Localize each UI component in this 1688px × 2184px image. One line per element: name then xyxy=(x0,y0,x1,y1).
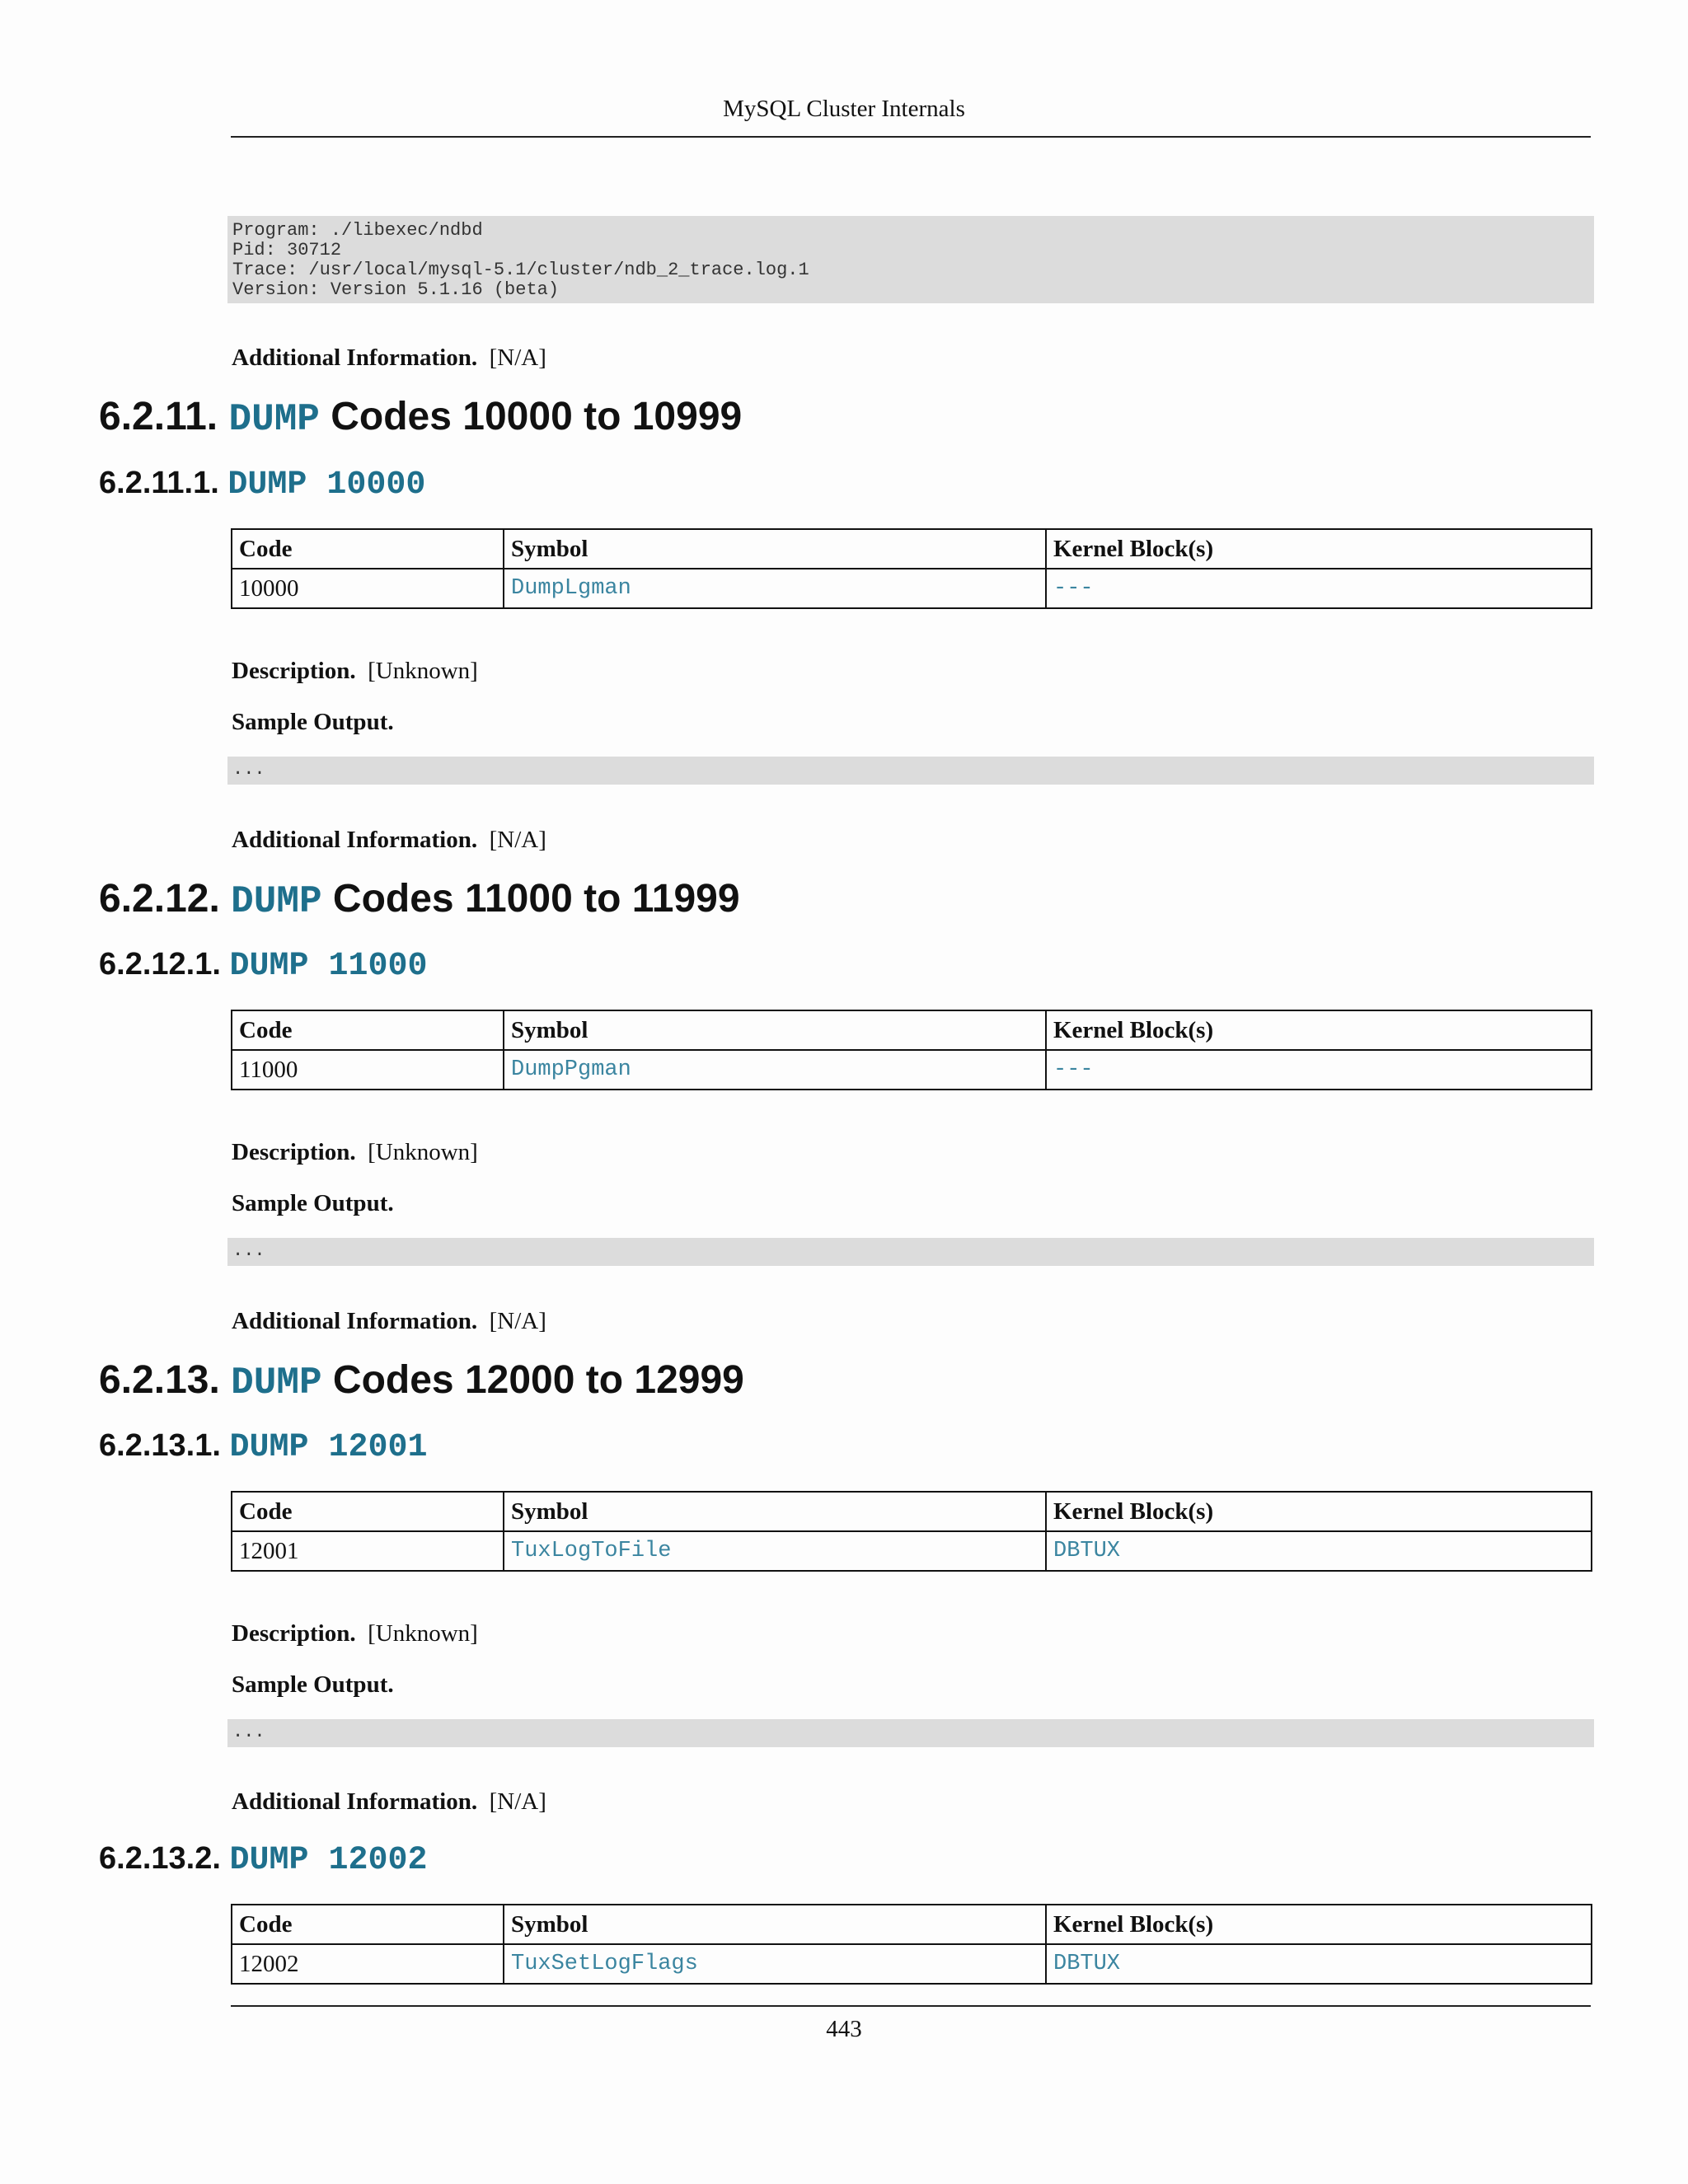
value: [N/A] xyxy=(489,1788,546,1815)
header-symbol: Symbol xyxy=(504,529,1046,569)
header-code: Code xyxy=(232,1010,504,1050)
table-row xyxy=(232,1531,1592,1571)
cell-code: 12001 xyxy=(232,1531,504,1571)
section-heading-6-2-13 xyxy=(99,1357,744,1406)
header-code: Code xyxy=(232,529,504,569)
trace-code-block xyxy=(227,216,1594,303)
footer-rule xyxy=(231,2005,1591,2007)
section-number: 6.2.13. xyxy=(99,1358,220,1402)
subsection-heading-6-2-12-1 xyxy=(99,945,428,986)
dump-link[interactable]: DUMP xyxy=(228,398,320,441)
additional-info-para xyxy=(232,1787,546,1816)
subsection-number: 6.2.12.1. xyxy=(99,947,221,982)
description-para xyxy=(232,656,478,686)
label: Additional Information. xyxy=(232,344,478,371)
table-header-row xyxy=(232,1492,1592,1531)
page-number: 443 xyxy=(826,2016,862,2042)
value: [N/A] xyxy=(489,827,546,853)
code-line: Trace: /usr/local/mysql-5.1/cluster/ndb_2_trace.log.1 xyxy=(232,260,809,280)
value: [N/A] xyxy=(489,1308,546,1334)
cell-kernel-link[interactable]: --- xyxy=(1046,1050,1592,1090)
dump-link[interactable]: DUMP xyxy=(231,1361,322,1404)
dump-code-link[interactable]: DUMP 12002 xyxy=(229,1842,428,1879)
value: [N/A] xyxy=(489,344,546,371)
dump-11000-table xyxy=(231,1010,1592,1090)
cell-code: 12002 xyxy=(232,1944,504,1984)
dump-code-link[interactable]: DUMP 12001 xyxy=(229,1429,428,1466)
cell-symbol-link[interactable]: TuxLogToFile xyxy=(504,1531,1046,1571)
sample-output-label xyxy=(232,1670,394,1699)
code-line: Version: Version 5.1.16 (beta) xyxy=(232,279,560,300)
label: Additional Information. xyxy=(232,827,478,853)
table-header-row xyxy=(232,1010,1592,1050)
sample-output-block: ... xyxy=(227,1719,1594,1747)
header-rule xyxy=(231,136,1591,138)
dump-code-link[interactable]: DUMP 11000 xyxy=(229,948,428,985)
label: Description. xyxy=(232,1139,356,1165)
sample-output-block: ... xyxy=(227,1238,1594,1266)
subsection-number: 6.2.11.1. xyxy=(99,466,219,500)
additional-info-para xyxy=(232,343,546,373)
sample-output-label xyxy=(232,1188,394,1218)
table-row xyxy=(232,569,1592,608)
cell-code: 10000 xyxy=(232,569,504,608)
section-number: 6.2.11. xyxy=(99,395,218,438)
label: Description. xyxy=(232,658,356,684)
header-symbol: Symbol xyxy=(504,1010,1046,1050)
header-code: Code xyxy=(232,1492,504,1531)
cell-symbol-link[interactable]: DumpLgman xyxy=(504,569,1046,608)
code-line: Pid: 30712 xyxy=(232,240,342,260)
sample-output-block: ... xyxy=(227,757,1594,785)
cell-symbol-link[interactable]: TuxSetLogFlags xyxy=(504,1944,1046,1984)
subsection-heading-6-2-13-1 xyxy=(99,1427,428,1467)
subsection-heading-6-2-13-2 xyxy=(99,1840,428,1880)
label: Sample Output. xyxy=(232,709,394,735)
additional-info-para xyxy=(232,825,546,855)
label: Additional Information. xyxy=(232,1788,478,1815)
running-header: MySQL Cluster Internals xyxy=(723,96,965,122)
table-row xyxy=(232,1944,1592,1984)
section-number: 6.2.12. xyxy=(99,877,220,921)
sample-output-label xyxy=(232,707,394,737)
label: Additional Information. xyxy=(232,1308,478,1334)
dump-code-link[interactable]: DUMP 10000 xyxy=(227,466,426,504)
label: Description. xyxy=(232,1620,356,1647)
cell-kernel-link[interactable]: --- xyxy=(1046,569,1592,608)
section-title: Codes 10000 to 10999 xyxy=(331,395,743,438)
cell-kernel-link[interactable]: DBTUX xyxy=(1046,1944,1592,1984)
subsection-number: 6.2.13.2. xyxy=(99,1841,221,1876)
description-para xyxy=(232,1137,478,1167)
table-header-row xyxy=(232,529,1592,569)
table-row xyxy=(232,1050,1592,1090)
header-symbol: Symbol xyxy=(504,1492,1046,1531)
dump-12001-table xyxy=(231,1491,1592,1572)
section-heading-6-2-12 xyxy=(99,876,740,925)
value: [Unknown] xyxy=(368,658,478,684)
value: [Unknown] xyxy=(368,1620,478,1647)
subsection-number: 6.2.13.1. xyxy=(99,1428,221,1463)
header-kernel: Kernel Block(s) xyxy=(1046,1905,1592,1944)
header-kernel: Kernel Block(s) xyxy=(1046,529,1592,569)
section-title: Codes 12000 to 12999 xyxy=(332,1358,744,1402)
dump-link[interactable]: DUMP xyxy=(231,880,322,923)
dump-10000-table xyxy=(231,528,1592,609)
description-para xyxy=(232,1619,478,1648)
cell-kernel-link[interactable]: DBTUX xyxy=(1046,1531,1592,1571)
label: Sample Output. xyxy=(232,1671,394,1698)
header-kernel: Kernel Block(s) xyxy=(1046,1010,1592,1050)
header-symbol: Symbol xyxy=(504,1905,1046,1944)
subsection-heading-6-2-11-1 xyxy=(99,464,425,504)
code-line: Program: ./libexec/ndbd xyxy=(232,220,483,241)
additional-info-para xyxy=(232,1306,546,1336)
cell-symbol-link[interactable]: DumpPgman xyxy=(504,1050,1046,1090)
header-kernel: Kernel Block(s) xyxy=(1046,1492,1592,1531)
header-code: Code xyxy=(232,1905,504,1944)
section-title: Codes 11000 to 11999 xyxy=(332,877,740,921)
dump-12002-table xyxy=(231,1904,1592,1985)
value: [Unknown] xyxy=(368,1139,478,1165)
section-heading-6-2-11 xyxy=(99,394,742,443)
table-header-row xyxy=(232,1905,1592,1944)
label: Sample Output. xyxy=(232,1190,394,1216)
cell-code: 11000 xyxy=(232,1050,504,1090)
